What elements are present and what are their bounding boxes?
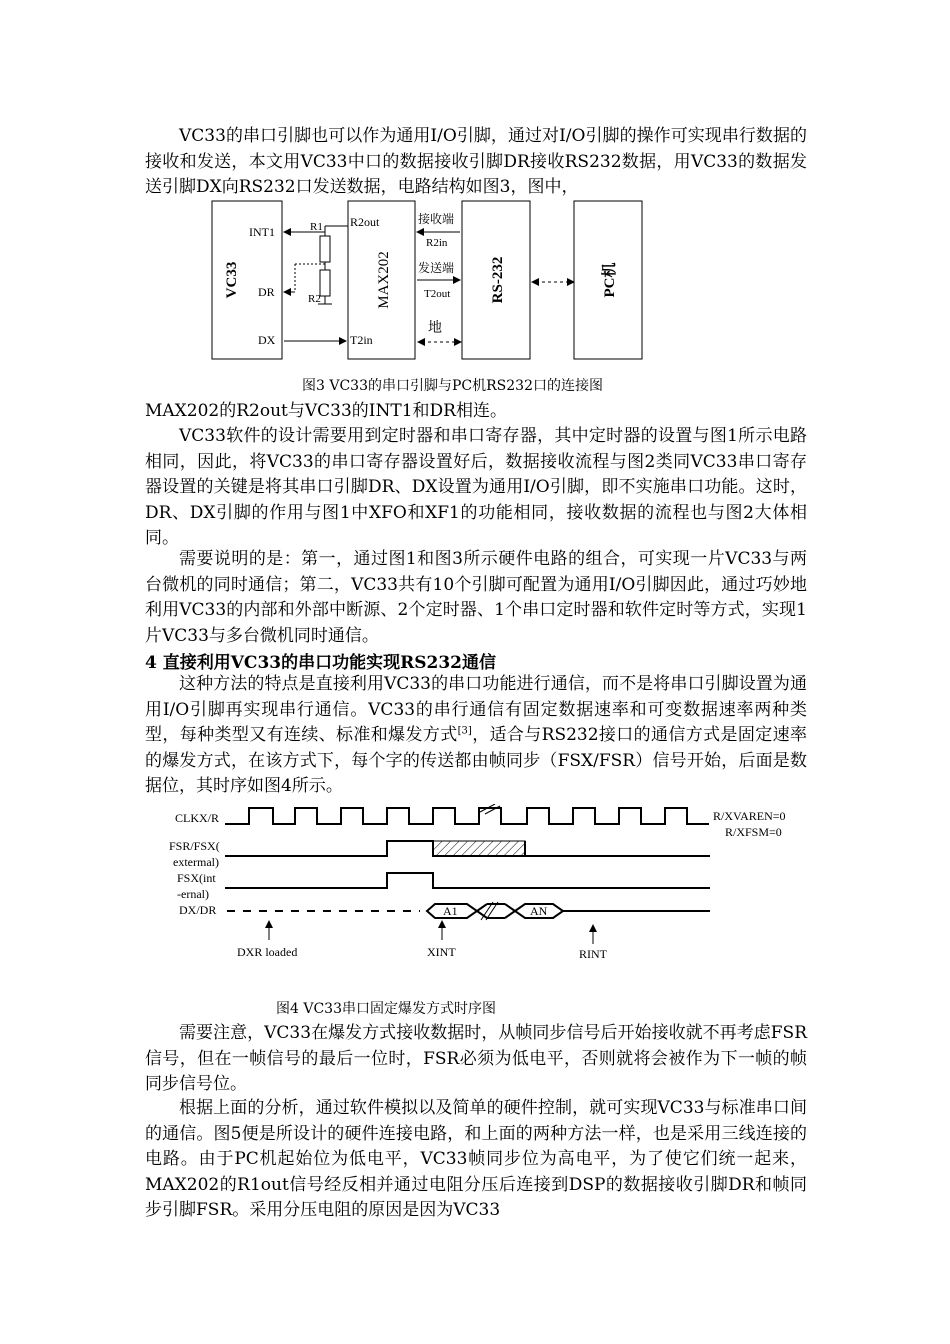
paragraph-1: VC33的串口引脚也可以作为通用I/O引脚，通过对I/O引脚的操作可实现串行数据的接收和发送，本文用VC33中口的数据接收引脚DR接收RS232数据，用VC33的数据发送引脚DX向RS232口发送数据，电路结构如图3，图中， — [145, 126, 807, 198]
figure-4-caption: 图4 VC33串口固定爆发方式时序图 — [276, 1001, 496, 1017]
int1-label: INT1 — [249, 225, 275, 239]
recv-label: 接收端 — [418, 212, 455, 226]
xfsm-label: R/XFSM=0 — [725, 825, 782, 839]
dxdr-label: DX/DR — [179, 903, 217, 917]
vc33-label: VC33 — [224, 261, 240, 299]
dr-label: DR — [258, 285, 275, 299]
fsx-label-2: -ernal) — [177, 887, 209, 901]
paragraph-5-text-b: ，适合与RS232接口的通信方式是固定速率的爆发方式，在该方式下，每个字的传送都由帧同步（FSX/FSR）信号开始，后面是数据位，其时序如图4所示。 — [145, 725, 807, 797]
dxr-label: DXR loaded — [237, 945, 298, 959]
an-label: AN — [530, 904, 548, 918]
figure-4-timing — [165, 804, 805, 964]
paragraph-7: 根据上面的分析，通过软件模拟以及简单的硬件控制，就可实现VC33与标准串口间的通信。图5便是所设计的硬件连接电路，和上面的两种方法一样，也是采用三线连接的电路。由于PC机起始位为低电平，VC33帧同步位为高电平，为了使它们统一起来，MAX202的R1out信号经反相并通过电阻分压后连接到DSP的数据接收引脚DR和帧同步引脚FSR。采用分压电阻的原因是因为VC33 — [145, 1098, 807, 1221]
section-heading-4: 4 直接利用VC33的串口功能实现RS232通信 — [145, 653, 497, 673]
figure-3-caption: 图3 VC33的串口引脚与PC机RS232口的连接图 — [302, 378, 603, 394]
pc-label: PC机 — [602, 262, 618, 298]
r2out-label: R2out — [350, 215, 380, 229]
send-label: 发送端 — [418, 261, 455, 275]
a1-label: A1 — [443, 904, 458, 918]
r2-label: R2 — [308, 293, 321, 305]
r2in-label: R2in — [426, 237, 448, 249]
max202-label: MAX202 — [376, 251, 392, 309]
fsx-label-1: FSX(int — [177, 871, 216, 885]
dx-label: DX — [258, 333, 276, 347]
figure-3-circuit — [200, 196, 660, 366]
t2in-label: T2in — [350, 333, 373, 347]
gnd-label: 地 — [428, 321, 442, 336]
clk-label: CLKX/R — [175, 811, 220, 825]
paragraph-3: VC33软件的设计需要用到定时器和串口寄存器，其中定时器的设置与图1所示电路相同，因此，将VC33的串口寄存器设置好后，数据接收流程与图2类同VC33串口寄存器设置的关键是将其串口引脚DR、DX设置为通用I/O引脚，即不实施串口功能。这时，DR、DX引脚的作用与图1中XFO和XF1的功能相同，接收数据的流程也与图2大体相同。 — [145, 426, 807, 549]
fsr-label-2: extermal) — [173, 855, 219, 869]
paragraph-2: MAX202的R2out与VC33的INT1和DR相连。 — [145, 401, 507, 421]
rint-label: RINT — [579, 947, 607, 961]
paragraph-4: 需要说明的是：第一，通过图1和图3所示硬件电路的组合，可实现一片VC33与两台微机的同时通信；第二，VC33共有10个引脚可配置为通用I/O引脚因此，通过巧妙地利用VC33的内部和外部中断源、2个定时器、1个串口定时器和软件定时等方式，实现1片VC33与多台微机同时通信。 — [145, 549, 807, 646]
xint-label: XINT — [427, 945, 456, 959]
fsr-label-1: FSR/FSX( — [169, 839, 220, 853]
paragraph-6: 需要注意，VC33在爆发方式接收数据时，从帧同步信号后开始接收就不再考虑FSR信号，但在一帧信号的最后一位时，FSR必须为低电平，否则就将会被作为下一帧的帧同步信号位。 — [145, 1023, 807, 1095]
r1-label: R1 — [310, 221, 323, 233]
paragraph-5-text-a: 这种方法的特点是直接利用VC33的串口功能进行通信，而不是将串口引脚设置为通用I/O引脚再实现串行通信。VC33的串行通信有固定数据速率和可变数据速率两种类型，每种类型又有连续、标准和爆发方式 — [145, 674, 807, 746]
paragraph-5 — [145, 672, 807, 800]
citation-ref: [3] — [457, 725, 472, 737]
xvaren-label: R/XVAREN=0 — [713, 809, 786, 823]
rs232-label: RS-232 — [490, 256, 506, 304]
t2out-label: T2out — [424, 288, 451, 300]
